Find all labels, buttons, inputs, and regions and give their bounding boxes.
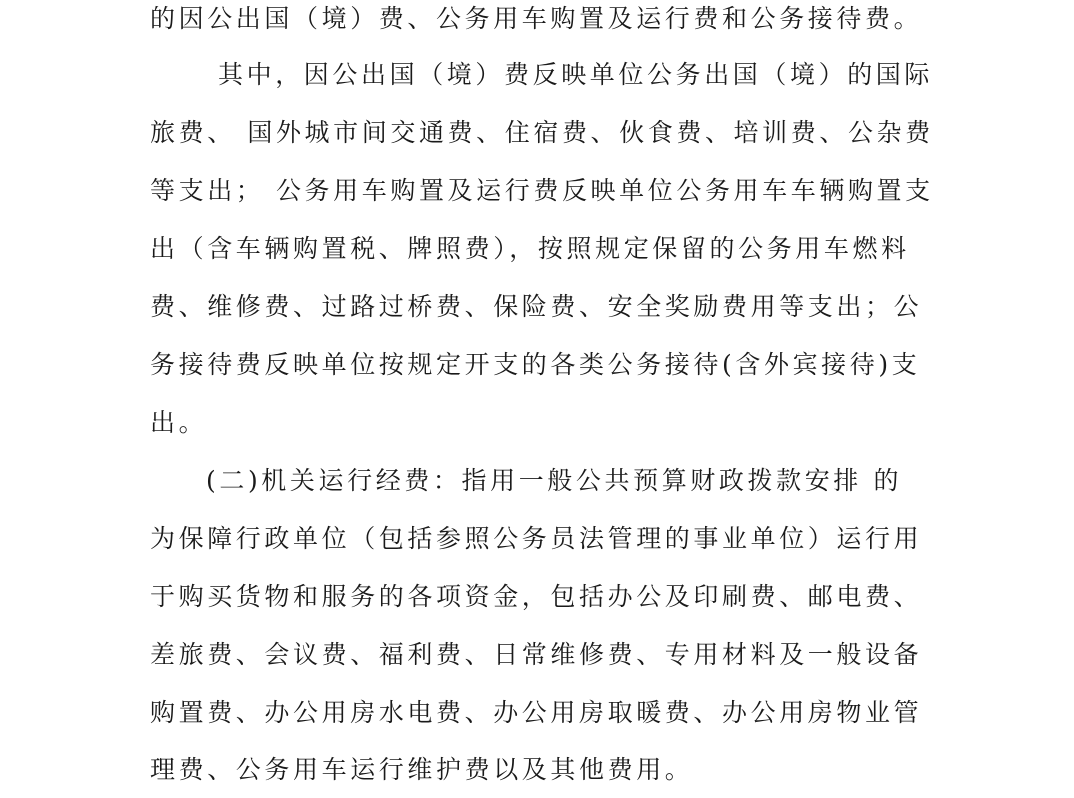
paragraph-line: (二)机关运行经费：指用一般公共预算财政拨款安排 的 [206, 466, 903, 495]
paragraph-line: 其中，因公出国（境）费反映单位公务出国（境）的国际 [218, 60, 934, 89]
paragraph-line: 费、维修费、过路过桥费、保险费、安全奖励费用等支出；公 [150, 292, 923, 321]
paragraph-line: 差旅费、会议费、福利费、日常维修费、专用材料及一般设备 [150, 640, 923, 669]
paragraph-line: 理费、公务用车运行维护费以及其他费用。 [150, 755, 694, 784]
paragraph-line: 于购买货物和服务的各项资金，包括办公及印刷费、邮电费、 [150, 582, 923, 611]
paragraph-line: 的因公出国（境）费、公务用车购置及运行费和公务接待费。 [150, 4, 923, 33]
paragraph-line: 出（含车辆购置税、牌照费），按照规定保留的公务用车燃料 [150, 234, 910, 263]
paragraph-line: 为保障行政单位（包括参照公务员法管理的事业单位）运行用 [150, 524, 923, 553]
paragraph-line: 等支出； 公务用车购置及运行费反映单位公务用车车辆购置支 [150, 176, 934, 205]
paragraph-line: 出。 [150, 408, 208, 437]
paragraph-line: 购置费、办公用房水电费、办公用房取暖费、办公用房物业管 [150, 698, 923, 727]
paragraph-line: 务接待费反映单位按规定开支的各类公务接待(含外宾接待)支 [150, 350, 921, 379]
paragraph-line: 旅费、 国外城市间交通费、住宿费、伙食费、培训费、公杂费 [150, 118, 934, 147]
